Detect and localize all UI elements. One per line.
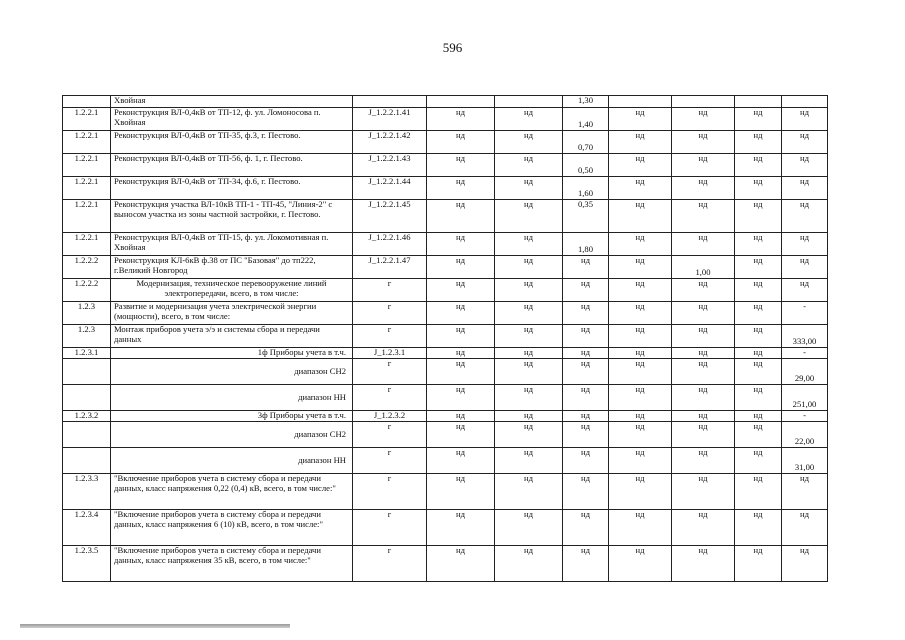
item-name-cell: "Включение приборов учета в систему сбора и передачи данных, класс напряжения 35 кВ, всего, в том числе:" xyxy=(111,546,353,582)
value-cell: нд xyxy=(782,233,828,256)
value-cell xyxy=(672,96,735,108)
value-cell: нд xyxy=(735,256,782,279)
value-cell: нд xyxy=(735,131,782,154)
value-cell: нд xyxy=(563,279,609,302)
value-cell: нд xyxy=(609,474,672,510)
item-name-cell: Реконструкция КЛ-6кВ ф.38 от ПС "Базовая" до тп222, г.Великий Новгород xyxy=(111,256,353,279)
table-row xyxy=(63,96,828,108)
value-cell: нд xyxy=(427,385,495,411)
value-cell: 0,70 xyxy=(563,131,609,154)
value-cell: нд xyxy=(427,256,495,279)
value-cell: нд xyxy=(427,279,495,302)
table-row xyxy=(63,348,828,359)
value-cell: нд xyxy=(782,108,828,131)
item-name-cell: Реконструкция ВЛ-0,4кВ от ТП-35, ф.3, г. Пестово. xyxy=(111,131,353,154)
value-cell: нд xyxy=(427,448,495,474)
value-cell: нд xyxy=(735,154,782,177)
value-cell: нд xyxy=(735,510,782,546)
row-number-cell: 1.2.3 xyxy=(63,325,111,348)
item-name-cell: диапазон НН xyxy=(111,448,353,474)
value-cell: нд xyxy=(782,279,828,302)
value-cell: нд xyxy=(735,546,782,582)
value-cell: нд xyxy=(782,177,828,200)
value-cell: нд xyxy=(609,510,672,546)
item-code-cell: г xyxy=(353,385,427,411)
table-row xyxy=(63,474,828,510)
item-code-cell: J_1.2.2.1.47 xyxy=(353,256,427,279)
item-code-cell: J_1.2.3.2 xyxy=(353,411,427,422)
value-cell xyxy=(782,96,828,108)
row-number-cell: 1.2.3 xyxy=(63,302,111,325)
item-name-cell: Реконструкция ВЛ-0,4кВ от ТП-12, ф. ул. Ломоносова п. Хвойная xyxy=(111,108,353,131)
value-cell: 0,50 xyxy=(563,154,609,177)
scan-artifact-bar xyxy=(20,624,290,628)
value-cell: нд xyxy=(672,385,735,411)
value-cell: нд xyxy=(427,200,495,233)
row-number-cell: 1.2.2.1 xyxy=(63,233,111,256)
item-name-cell: "Включение приборов учета в систему сбора и передачи данных, класс напряжения 0,22 (0,4) кВ, всего, в том числе:" xyxy=(111,474,353,510)
value-cell: нд xyxy=(782,510,828,546)
table-row xyxy=(63,302,828,325)
value-cell: нд xyxy=(782,256,828,279)
item-code-cell: J_1.2.3.1 xyxy=(353,348,427,359)
data-table xyxy=(62,95,828,582)
item-name-cell: Монтаж приборов учета э/э и системы сбора и передачи данных xyxy=(111,325,353,348)
value-cell: нд xyxy=(495,279,563,302)
value-cell: нд xyxy=(735,448,782,474)
item-code-cell: J_1.2.2.1.44 xyxy=(353,177,427,200)
value-cell: нд xyxy=(563,385,609,411)
value-cell: нд xyxy=(735,474,782,510)
value-cell: нд xyxy=(427,422,495,448)
value-cell: нд xyxy=(609,131,672,154)
value-cell: нд xyxy=(427,348,495,359)
item-code-cell: г xyxy=(353,279,427,302)
item-code-cell: J_1.2.2.1.45 xyxy=(353,200,427,233)
row-number-cell xyxy=(63,448,111,474)
value-cell: нд xyxy=(609,256,672,279)
value-cell: нд xyxy=(563,422,609,448)
value-cell: нд xyxy=(427,510,495,546)
value-cell: 1,30 xyxy=(563,96,609,108)
value-cell: нд xyxy=(672,108,735,131)
value-cell: нд xyxy=(672,359,735,385)
value-cell: нд xyxy=(735,200,782,233)
value-cell: нд xyxy=(495,348,563,359)
row-number-cell xyxy=(63,385,111,411)
value-cell: нд xyxy=(782,154,828,177)
row-number-cell xyxy=(63,359,111,385)
value-cell: нд xyxy=(672,233,735,256)
value-cell: нд xyxy=(735,411,782,422)
item-code-cell: г xyxy=(353,302,427,325)
table-row xyxy=(63,256,828,279)
item-name-cell: Модернизация, техническое перевооружение линий электропередачи, всего, в том числе: xyxy=(111,279,353,302)
value-cell: нд xyxy=(427,474,495,510)
value-cell: нд xyxy=(672,200,735,233)
value-cell: нд xyxy=(563,359,609,385)
value-cell: 31,00 xyxy=(782,448,828,474)
value-cell: нд xyxy=(427,108,495,131)
value-cell: нд xyxy=(495,385,563,411)
item-code-cell: г xyxy=(353,359,427,385)
value-cell: нд xyxy=(735,385,782,411)
value-cell: нд xyxy=(672,325,735,348)
value-cell: нд xyxy=(563,510,609,546)
value-cell: нд xyxy=(563,546,609,582)
value-cell: нд xyxy=(495,154,563,177)
value-cell: нд xyxy=(735,422,782,448)
item-name-cell: диапазон СН2 xyxy=(111,359,353,385)
table-row xyxy=(63,385,828,411)
value-cell xyxy=(735,96,782,108)
value-cell: нд xyxy=(672,177,735,200)
value-cell: нд xyxy=(427,131,495,154)
value-cell: нд xyxy=(609,302,672,325)
item-code-cell: г xyxy=(353,325,427,348)
value-cell: нд xyxy=(563,256,609,279)
item-name-cell: диапазон НН xyxy=(111,385,353,411)
row-number-cell: 1.2.2.1 xyxy=(63,108,111,131)
row-number-cell: 1.2.3.1 xyxy=(63,348,111,359)
value-cell: нд xyxy=(672,546,735,582)
row-number-cell: 1.2.2.1 xyxy=(63,200,111,233)
value-cell: нд xyxy=(735,279,782,302)
value-cell: нд xyxy=(672,302,735,325)
table-row xyxy=(63,359,828,385)
row-number-cell: 1.2.3.2 xyxy=(63,411,111,422)
value-cell: 1,00 xyxy=(672,256,735,279)
table-row xyxy=(63,448,828,474)
value-cell: нд xyxy=(672,131,735,154)
value-cell: нд xyxy=(782,200,828,233)
value-cell: нд xyxy=(495,108,563,131)
value-cell: нд xyxy=(563,325,609,348)
value-cell: 1,80 xyxy=(563,233,609,256)
item-name-cell: 1ф Приборы учета в т.ч. xyxy=(111,348,353,359)
value-cell: 1,60 xyxy=(563,177,609,200)
value-cell: нд xyxy=(427,411,495,422)
value-cell: 333,00 xyxy=(782,325,828,348)
item-code-cell: J_1.2.2.1.42 xyxy=(353,131,427,154)
item-name-cell: диапазон СН2 xyxy=(111,422,353,448)
row-number-cell: 1.2.2.2 xyxy=(63,279,111,302)
row-number-cell: 1.2.2.2 xyxy=(63,256,111,279)
value-cell: нд xyxy=(609,359,672,385)
value-cell: - xyxy=(782,302,828,325)
value-cell xyxy=(427,96,495,108)
item-name-cell: Развитие и модернизация учета электрической энергии (мощности), всего, в том числе: xyxy=(111,302,353,325)
value-cell: нд xyxy=(609,348,672,359)
table-row xyxy=(63,233,828,256)
item-name-cell: "Включение приборов учета в систему сбора и передачи данных, класс напряжения 6 (10) кВ, всего, в том числе:" xyxy=(111,510,353,546)
value-cell: нд xyxy=(782,474,828,510)
value-cell: нд xyxy=(609,200,672,233)
value-cell: нд xyxy=(495,422,563,448)
value-cell: нд xyxy=(427,302,495,325)
value-cell: нд xyxy=(609,411,672,422)
value-cell: нд xyxy=(609,279,672,302)
table-row xyxy=(63,177,828,200)
table-row xyxy=(63,510,828,546)
table-row xyxy=(63,131,828,154)
value-cell: 251,00 xyxy=(782,385,828,411)
row-number-cell xyxy=(63,422,111,448)
table-row xyxy=(63,154,828,177)
value-cell: нд xyxy=(735,348,782,359)
value-cell: нд xyxy=(495,411,563,422)
value-cell: 29,00 xyxy=(782,359,828,385)
value-cell: нд xyxy=(495,546,563,582)
value-cell: нд xyxy=(495,256,563,279)
row-number-cell: 1.2.3.4 xyxy=(63,510,111,546)
value-cell: - xyxy=(782,411,828,422)
value-cell: нд xyxy=(672,348,735,359)
value-cell xyxy=(495,96,563,108)
table-row xyxy=(63,422,828,448)
value-cell: нд xyxy=(735,302,782,325)
value-cell: нд xyxy=(609,233,672,256)
value-cell: нд xyxy=(609,108,672,131)
item-code-cell: J_1.2.2.1.41 xyxy=(353,108,427,131)
item-code-cell xyxy=(353,96,427,108)
value-cell: нд xyxy=(563,348,609,359)
value-cell: 22,00 xyxy=(782,422,828,448)
row-number-cell: 1.2.3.3 xyxy=(63,474,111,510)
value-cell: нд xyxy=(427,233,495,256)
value-cell: нд xyxy=(782,546,828,582)
item-code-cell: г xyxy=(353,448,427,474)
value-cell: нд xyxy=(609,177,672,200)
item-code-cell: г xyxy=(353,422,427,448)
value-cell: нд xyxy=(672,154,735,177)
value-cell: нд xyxy=(563,411,609,422)
item-name-cell: Реконструкция участка ВЛ-10кВ ТП-1 - ТП-45, "Линия-2" с выносом участка из зоны частной застройки, г. Пестово. xyxy=(111,200,353,233)
value-cell: нд xyxy=(609,448,672,474)
table-row xyxy=(63,200,828,233)
value-cell: нд xyxy=(427,546,495,582)
value-cell: нд xyxy=(672,279,735,302)
item-code-cell: г xyxy=(353,474,427,510)
value-cell: нд xyxy=(782,131,828,154)
value-cell: 0,35 xyxy=(563,200,609,233)
value-cell xyxy=(609,96,672,108)
value-cell: нд xyxy=(563,302,609,325)
value-cell: нд xyxy=(609,422,672,448)
value-cell: нд xyxy=(672,448,735,474)
value-cell: нд xyxy=(672,510,735,546)
item-name-cell: 3ф Приборы учета в т.ч. xyxy=(111,411,353,422)
item-code-cell: J_1.2.2.1.43 xyxy=(353,154,427,177)
row-number-cell: 1.2.3.5 xyxy=(63,546,111,582)
row-number-cell: 1.2.2.1 xyxy=(63,177,111,200)
page-number: 596 xyxy=(442,40,463,55)
value-cell: нд xyxy=(735,177,782,200)
value-cell: нд xyxy=(495,325,563,348)
value-cell: нд xyxy=(609,385,672,411)
value-cell: нд xyxy=(609,546,672,582)
item-name-cell: Хвойная xyxy=(111,96,353,108)
item-name-cell: Реконструкция ВЛ-0,4кВ от ТП-56, ф. 1, г. Пестово. xyxy=(111,154,353,177)
item-name-cell: Реконструкция ВЛ-0,4кВ от ТП-34, ф.6, г. Пестово. xyxy=(111,177,353,200)
value-cell: нд xyxy=(495,359,563,385)
value-cell: нд xyxy=(495,302,563,325)
row-number-cell: 1.2.2.1 xyxy=(63,154,111,177)
value-cell: нд xyxy=(735,359,782,385)
value-cell: нд xyxy=(563,448,609,474)
value-cell: 1,40 xyxy=(563,108,609,131)
item-code-cell: г xyxy=(353,510,427,546)
value-cell: нд xyxy=(427,325,495,348)
item-code-cell: г xyxy=(353,546,427,582)
value-cell: нд xyxy=(495,448,563,474)
value-cell: нд xyxy=(427,359,495,385)
value-cell: нд xyxy=(495,233,563,256)
value-cell: нд xyxy=(735,233,782,256)
value-cell: нд xyxy=(495,177,563,200)
table-row xyxy=(63,325,828,348)
value-cell: нд xyxy=(672,422,735,448)
value-cell: нд xyxy=(735,325,782,348)
value-cell: нд xyxy=(427,177,495,200)
table-row xyxy=(63,546,828,582)
table-body xyxy=(63,96,828,582)
value-cell: нд xyxy=(735,108,782,131)
table-row xyxy=(63,411,828,422)
item-name-cell: Реконструкция ВЛ-0,4кВ от ТП-15, ф. ул. Локомотивная п. Хвойная xyxy=(111,233,353,256)
value-cell: нд xyxy=(563,474,609,510)
table-row xyxy=(63,108,828,131)
value-cell: нд xyxy=(495,474,563,510)
value-cell: нд xyxy=(495,131,563,154)
value-cell: нд xyxy=(609,325,672,348)
value-cell: нд xyxy=(495,200,563,233)
value-cell: нд xyxy=(427,154,495,177)
value-cell: нд xyxy=(495,510,563,546)
table-row xyxy=(63,279,828,302)
row-number-cell: 1.2.2.1 xyxy=(63,131,111,154)
value-cell: нд xyxy=(672,411,735,422)
value-cell: - xyxy=(782,348,828,359)
item-code-cell: J_1.2.2.1.46 xyxy=(353,233,427,256)
value-cell: нд xyxy=(672,474,735,510)
value-cell: нд xyxy=(609,154,672,177)
row-number-cell xyxy=(63,96,111,108)
